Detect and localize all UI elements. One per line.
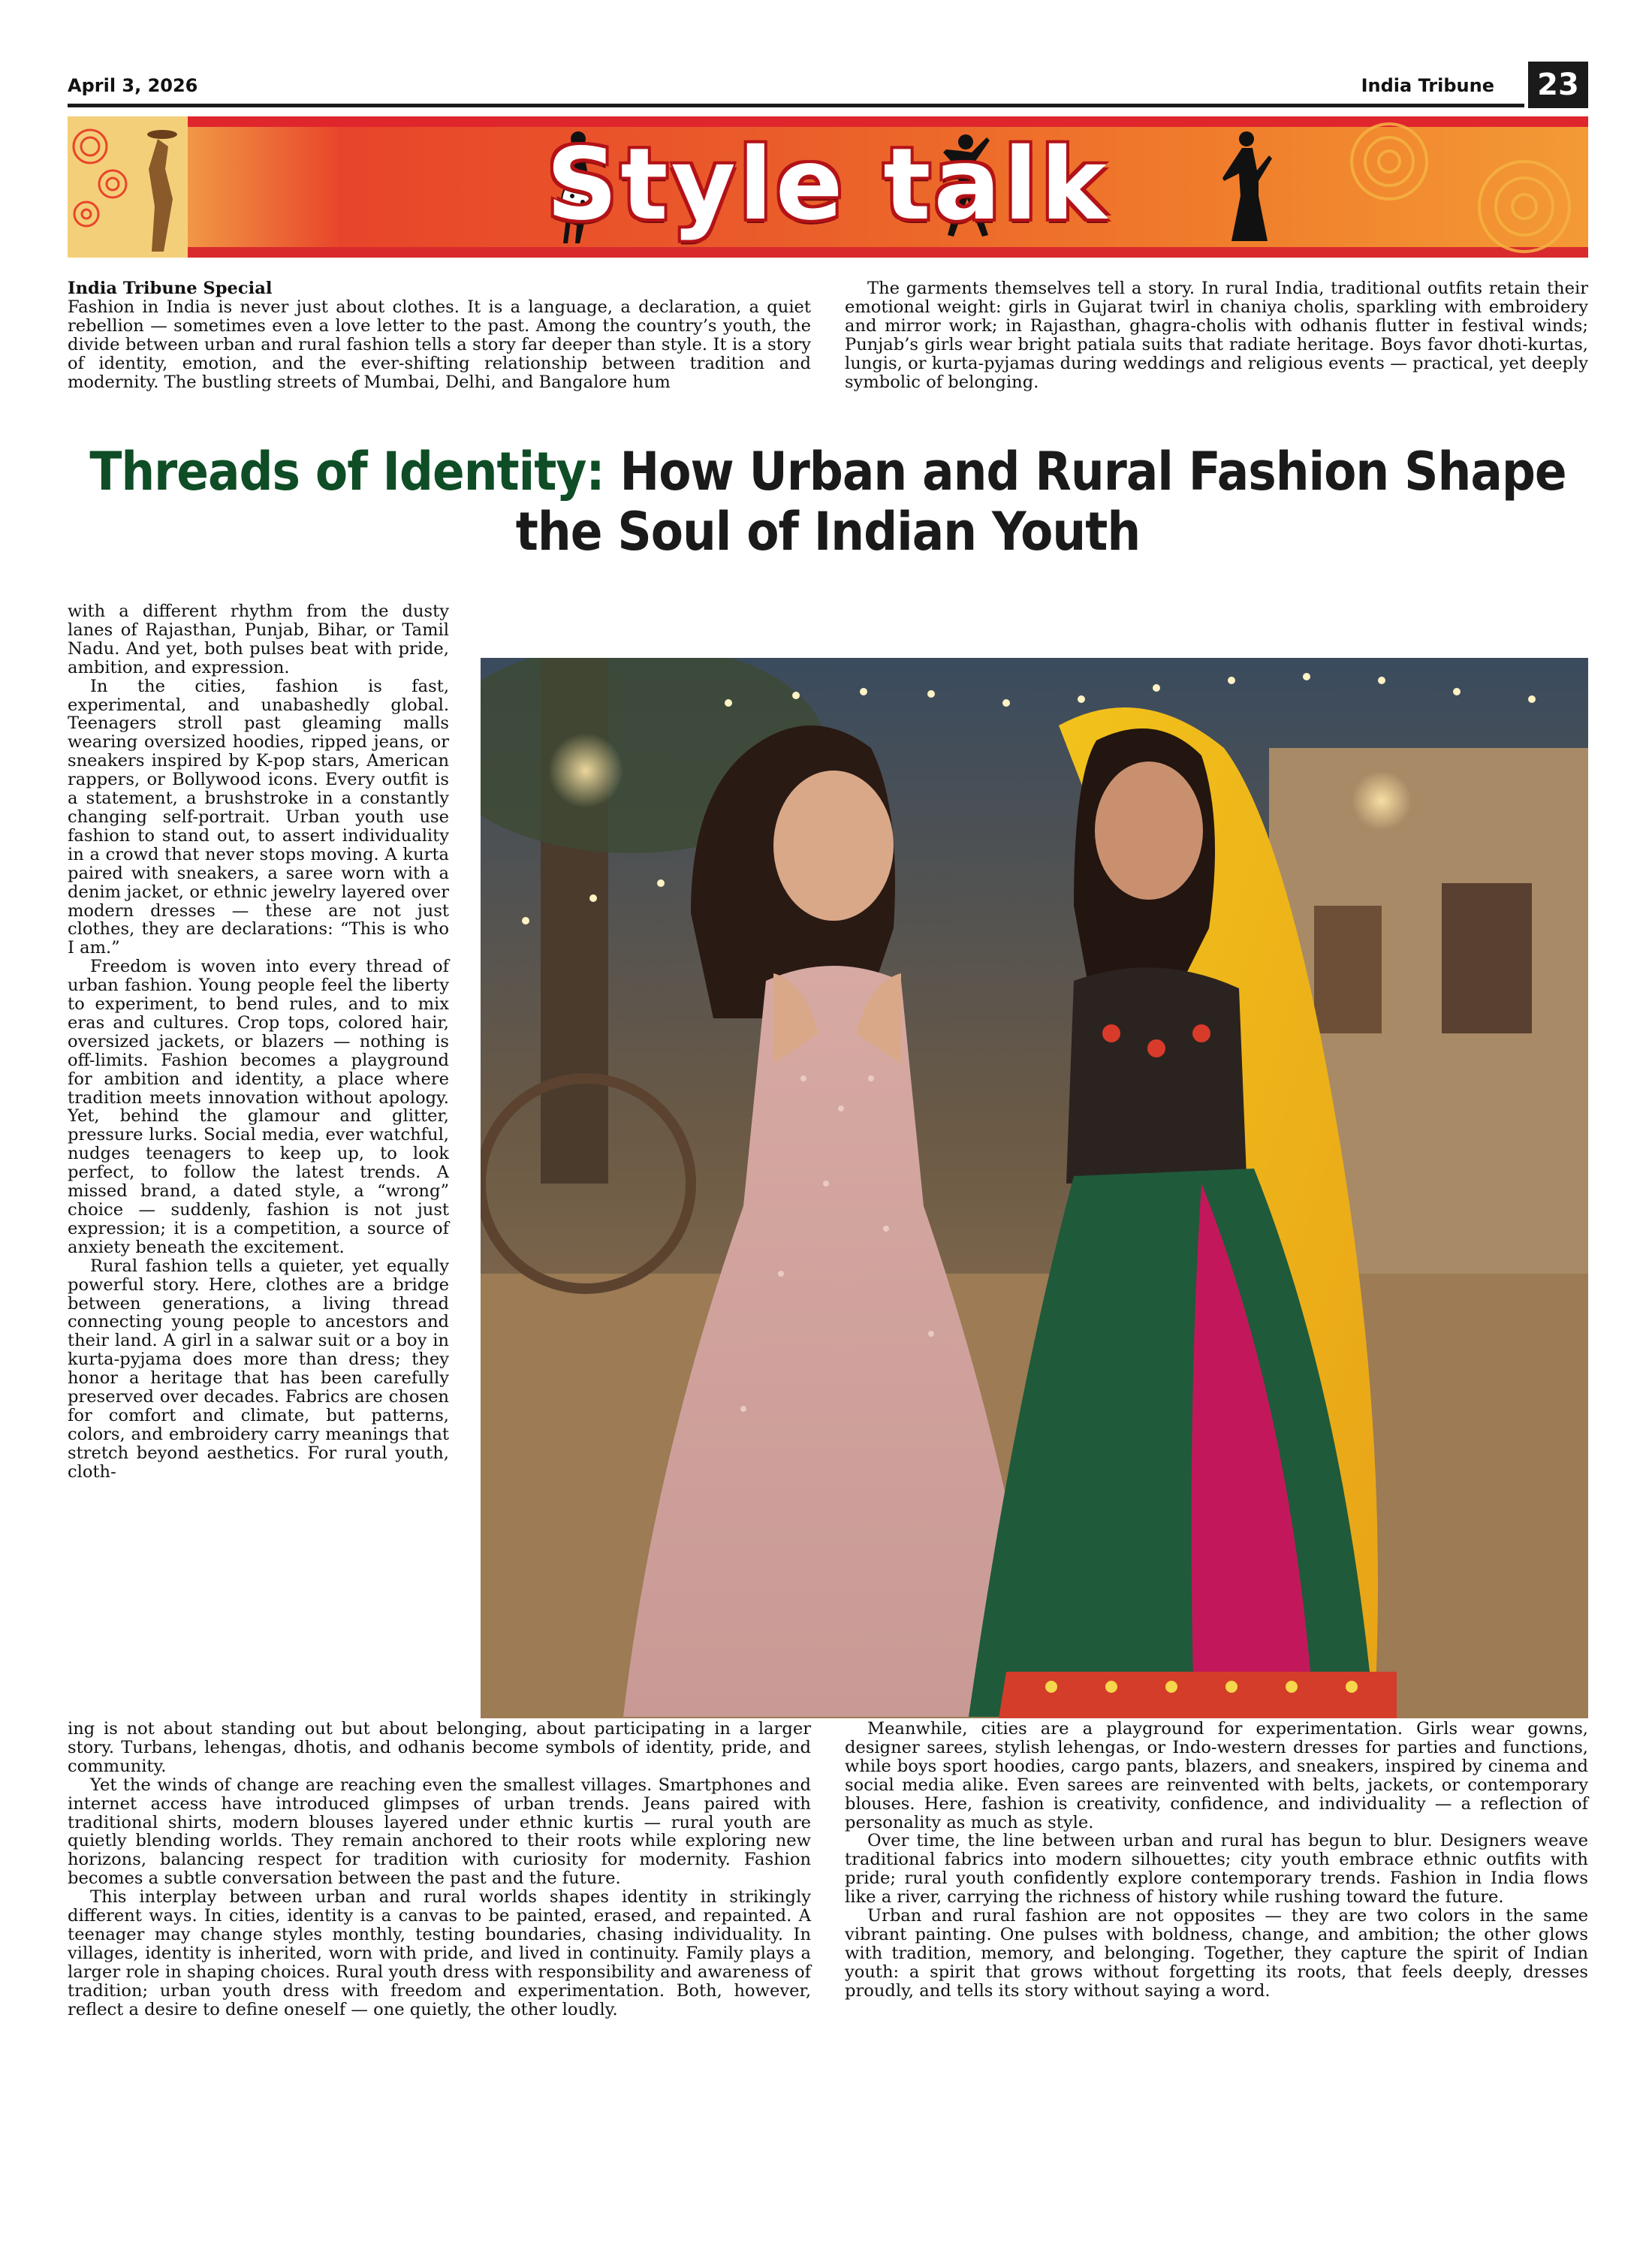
section-banner xyxy=(68,116,1588,258)
header-rule xyxy=(68,104,1524,107)
bottom-left-paragraph-2: Yet the winds of change are reaching even the smallest villages. Smartphones and internet access have introduced glimpses of urban trends. Jeans paired with traditional shirts, modern blouses layered under ethnic kurtis — rural youth are quietly blending worlds. They remain anchored to their roots while exploring new horizons, balancing respect for tradition with curiosity for modernity. Fashion becomes a subtle conversation between the past and the future. xyxy=(68,1775,811,1889)
narrow-paragraph-3: Freedom is woven into every thread of urban fashion. Young people feel the liberty to experiment, to bend rules, and to mix eras and cultures. Crop tops, colored hair, oversized jackets, or blazers — nothing is off-limits. Fashion becomes a playground for ambition and identity, a place where tradition meets innovation without apology. Yet, behind the glamour and glitter, pressure lurks. Social media, ever watchful, nudges teenagers to keep up, to look perfect, to follow the latest trends. A missed brand, a dated style, a “wrong” choice — suddenly, fashion is not just expression; it is a competition, a source of anxiety beneath the excitement. xyxy=(68,957,449,1257)
narrow-paragraph-2: In the cities, fashion is fast, experimental, and unabashedly global. Teenagers stroll past gleaming malls wearing oversized hoodies, ripped jeans, or sneakers inspired by K-pop stars, American rappers, or Bollywood icons. Every outfit is a statement, a brushstroke in a constantly changing self-portrait. Urban youth use fashion to stand out, to assert individuality in a crowd that never stops moving. A kurta paired with sneakers, a saree worn with a denim jacket, or ethnic jewelry layered over modern dresses — these are not just clothes, they are declarations: “This is who I am.” xyxy=(68,676,449,958)
article-photo xyxy=(481,658,1588,1718)
bottom-right-paragraph-3: Urban and rural fashion are not opposites — they are two colors in the same vibrant painting. One pulses with boldness, change, and ambition; the other glows with tradition, memory, and belonging. Together, they capture the spirit of Indian youth: a spirit that grows without forgetting its roots, that feels deeply, dresses proudly, and tells its story without saying a word. xyxy=(845,1906,1588,2001)
narrow-paragraph-4: Rural fashion tells a quieter, yet equally powerful story. Here, clothes are a bridge between generations, a living thread connecting young people to ancestors and their land. A girl in a salwar suit or a boy in kurta-pyjama does more than dress; they honor a heritage that has been carefully preserved over decades. Fabrics are chosen for comfort and climate, but patterns, colors, and embroidery carry meanings that stretch beyond aesthetics. For rural youth, cloth- xyxy=(68,1256,449,1482)
page-number: 23 xyxy=(1528,62,1588,108)
intro-paragraph-1: Fashion in India is never just about clothes. It is a language, a declaration, a quiet rebellion — sometimes even a love letter to the past. Among the country’s youth, the divide between urban and rural fashion tells a story far deeper than style. It is a story of identity, emotion, and the ever-shifting relationship between tradition and modernity. The bustling streets of Mumbai, Delhi, and Bangalore hum xyxy=(68,297,811,392)
photo-illustration xyxy=(481,658,1588,1718)
bottom-right-paragraph-1: Meanwhile, cities are a playground for experimentation. Girls wear gowns, designer sarees, stylish lehengas, or Indo-western dresses for parties and functions, while boys sport hoodies, cargo pants, blazers, and sneakers, inspired by cinema and social media alike. Even sarees are reinvented with belts, jackets, or contemporary blouses. Here, fashion is creativity, confidence, and individuality — a reflection of personality as much as style. xyxy=(845,1719,1588,1832)
banner-title: Style talk xyxy=(546,127,1110,243)
publication-name: India Tribune xyxy=(1361,75,1494,96)
bottom-left-paragraph-3: This interplay between urban and rural worlds shapes identity in strikingly different ways. In cities, identity is a canvas to be painted, erased, and repainted. A teenager may change styles monthly, testing boundaries, chasing individuality. In villages, identity is inherited, worn with pride, and lived in continuity. Family plays a larger role in shaping choices. Rural youth dress with responsibility and awareness of tradition; urban youth dress with freedom and experimentation. Both, however, reflect a desire to define oneself — one quietly, the other loudly. xyxy=(68,1887,811,2019)
headline-lead: Threads of Identity: xyxy=(89,441,604,502)
issue-date: April 3, 2026 xyxy=(68,75,198,96)
intro-left-column xyxy=(68,279,811,391)
bottom-left-column xyxy=(68,1720,811,2019)
bottom-left-paragraph-1: ing is not about standing out but about belonging, about participating in a larger story. Turbans, lehengas, dhotis, and odhanis become symbols of identity, pride, and community. xyxy=(68,1719,811,1776)
bottom-right-column xyxy=(845,1720,1588,2001)
narrow-paragraph-1: with a different rhythm from the dusty lanes of Rajasthan, Punjab, Bihar, or Tamil Nadu. And yet, both pulses beat with pride, ambition, and expression. xyxy=(68,602,449,677)
intro-right-column xyxy=(845,279,1588,391)
kicker-label: India Tribune Special xyxy=(68,279,273,298)
bottom-right-paragraph-2: Over time, the line between urban and rural has begun to blur. Designers weave traditional fabrics into modern silhouettes; city youth embrace ethnic outfits with pride; rural youth confidently explore contemporary trends. Fashion in India flows like a river, carrying the richness of history while rushing toward the future. xyxy=(845,1831,1588,1908)
article-headline xyxy=(68,442,1588,562)
narrow-left-column xyxy=(68,602,449,1482)
intro-paragraph-2: The garments themselves tell a story. In rural India, traditional outfits retain their emotional weight: girls in Gujarat twirl in chaniya cholis, sparkling with embroidery and mirror work; in Rajasthan, ghagra-cholis with odhanis flutter in festival winds; Punjab’s girls wear bright patiala suits that radiate heritage. Boys favor dhoti-kurtas, lungis, or kurta-pyjamas during weddings and religious events — practical, yet deeply symbolic of belonging. xyxy=(845,279,1588,392)
headline-rest: How Urban and Rural Fashion Shape the Soul of Indian Youth xyxy=(515,441,1566,562)
